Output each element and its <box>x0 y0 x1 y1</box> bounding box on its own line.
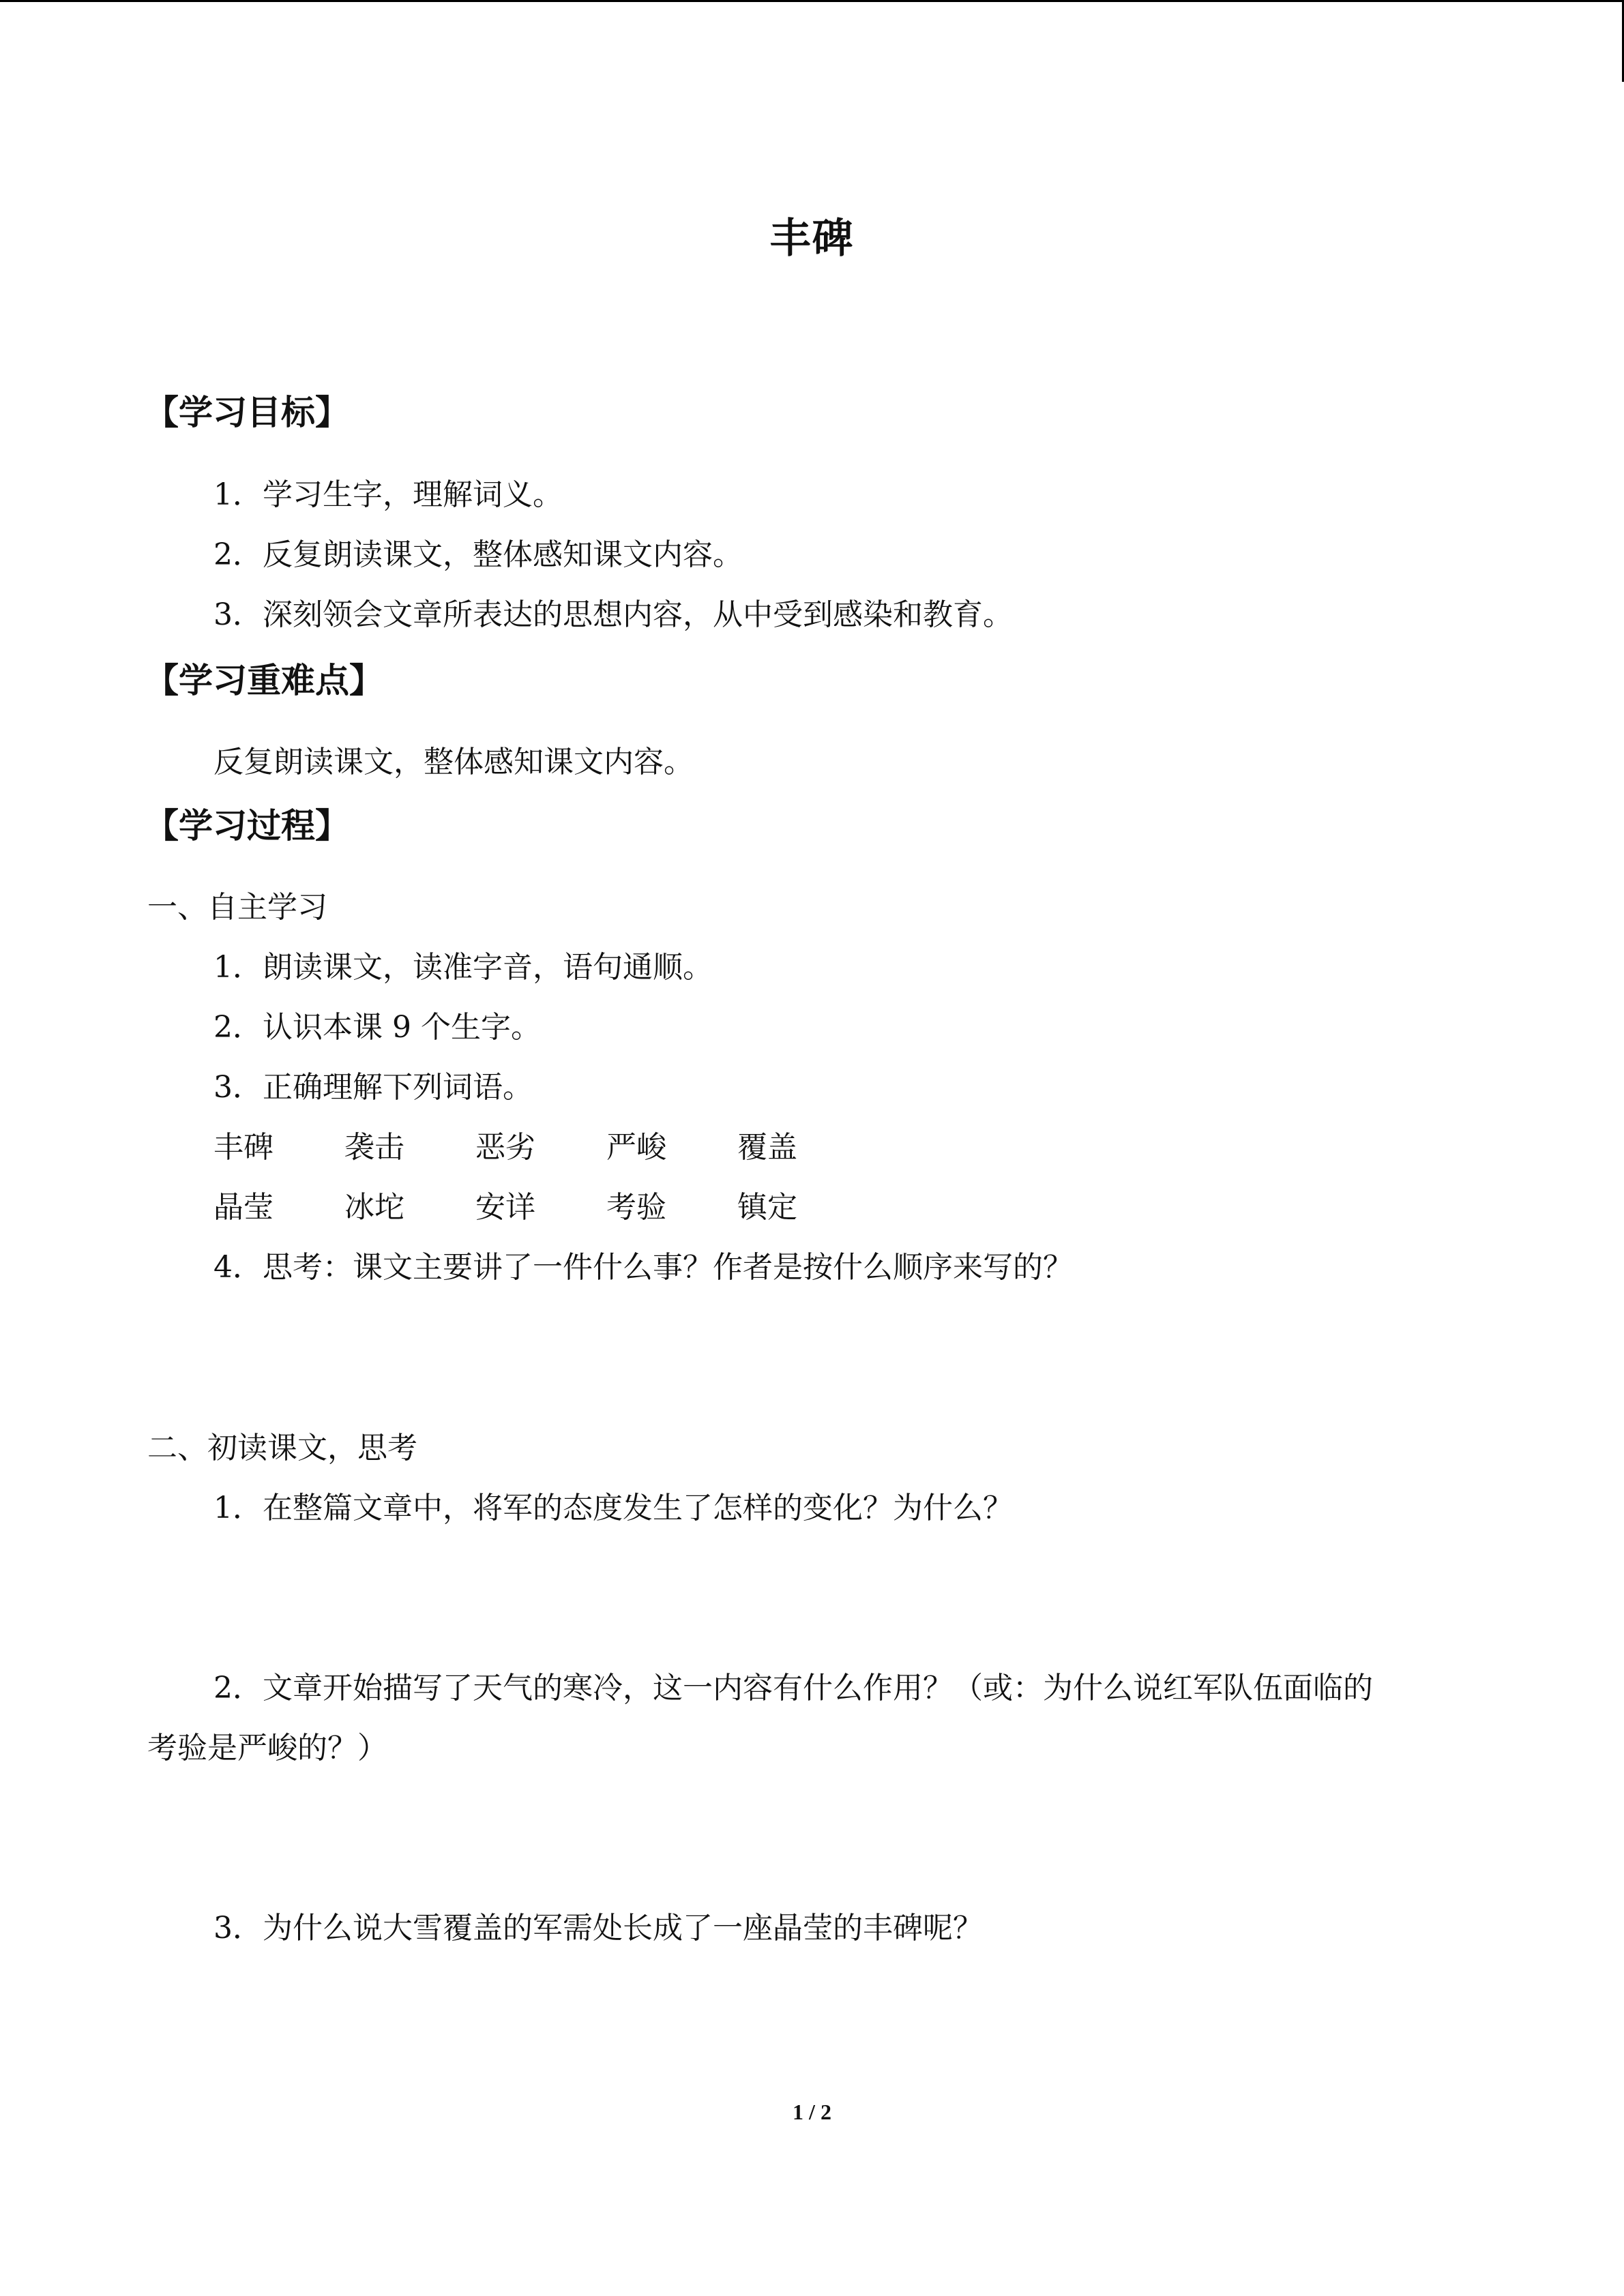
vocab-word: 安详 <box>475 1190 535 1225</box>
section-heading-goals: 【学习目标】 <box>145 393 349 432</box>
vocab-word: 镇定 <box>737 1190 797 1225</box>
part2-question-2-line-2: 考验是严峻的？） <box>147 1731 387 1765</box>
part1-item-1: 1．朗读课文，读准字音，语句通顺。 <box>213 950 713 985</box>
page-number: 1 / 2 <box>793 2100 831 2124</box>
part1-item-2: 2．认识本课 9 个生字。 <box>213 1010 541 1045</box>
vocab-word: 严峻 <box>606 1130 666 1165</box>
part1-item-3: 3．正确理解下列词语。 <box>213 1070 533 1105</box>
part1-title: 一、自主学习 <box>147 890 327 925</box>
goal-item-2: 2．反复朗读课文，整体感知课文内容。 <box>213 537 743 572</box>
section-heading-process: 【学习过程】 <box>145 806 349 846</box>
vocab-word: 考验 <box>606 1190 666 1225</box>
goal-item-3: 3．深刻领会文章所表达的思想内容，从中受到感染和教育。 <box>213 597 1013 632</box>
part2-question-3: 3．为什么说大雪覆盖的军需处长成了一座晶莹的丰碑呢？ <box>213 1911 983 1945</box>
part1-item-4: 4．思考：课文主要讲了一件什么事？作者是按什么顺序来写的？ <box>213 1250 1073 1285</box>
vocab-row-2 <box>213 1187 868 1229</box>
keypoints-text: 反复朗读课文，整体感知课文内容。 <box>213 745 694 779</box>
vocab-word: 冰坨 <box>344 1190 404 1225</box>
vocab-word: 覆盖 <box>737 1130 797 1165</box>
part2-question-1: 1．在整篇文章中，将军的态度发生了怎样的变化？为什么？ <box>213 1491 1013 1525</box>
top-border-line <box>0 0 1624 2</box>
vocab-word: 丰碑 <box>213 1130 274 1165</box>
part2-question-2-line-1: 2．文章开始描写了天气的寒冷，这一内容有什么作用？（或：为什么说红军队伍面临的 <box>213 1671 1373 1705</box>
part2-title: 二、初读课文，思考 <box>147 1431 417 1465</box>
document-title: 丰碑 <box>769 215 855 263</box>
section-heading-keypoints: 【学习重难点】 <box>145 661 383 700</box>
vocab-word: 恶劣 <box>475 1130 535 1165</box>
vocab-row-1 <box>213 1127 868 1169</box>
vocab-word: 袭击 <box>344 1130 404 1165</box>
goal-item-1: 1．学习生字，理解词义。 <box>213 477 563 512</box>
vocab-word: 晶莹 <box>213 1190 274 1225</box>
